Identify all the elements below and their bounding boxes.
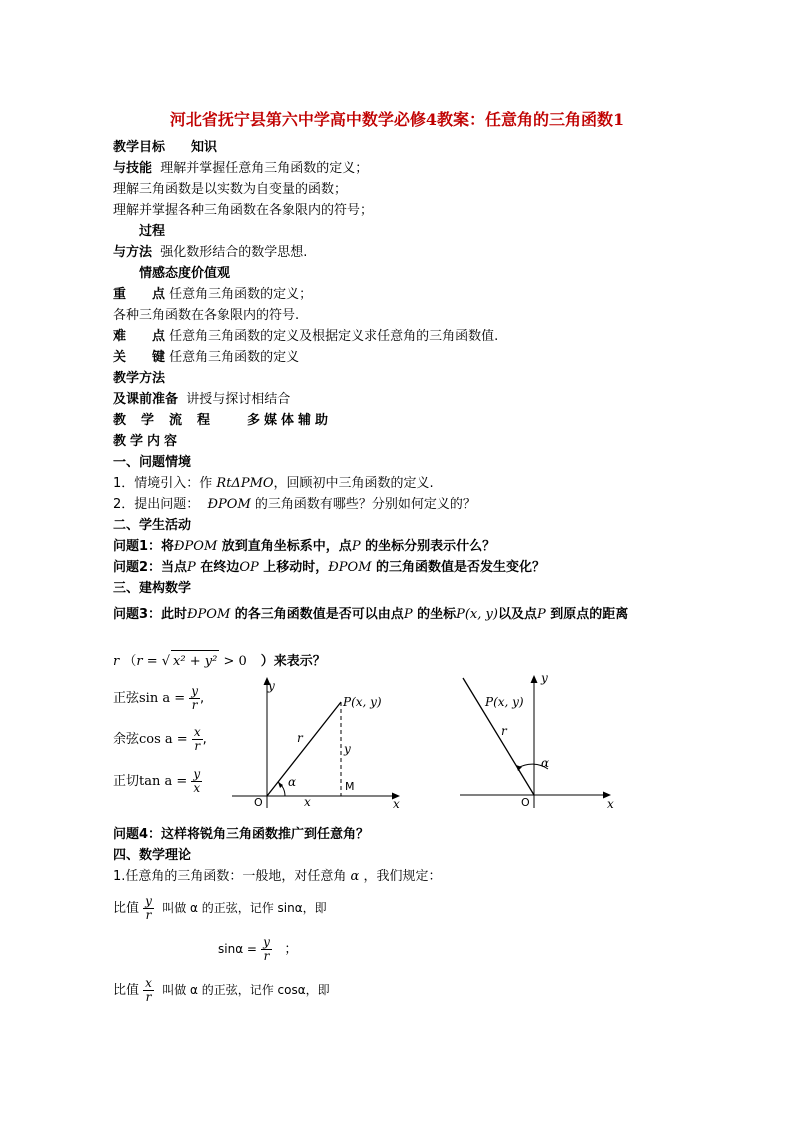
skill-item: 理解并掌握任意角三角函数的定义； xyxy=(160,161,369,176)
skill-item: 理解并掌握各种三角函数在各象限内的符号； xyxy=(113,203,374,218)
tangent-label: 正切 xyxy=(113,774,140,789)
sin-def-fraction xyxy=(261,936,272,963)
q2-a: 问题2：当点 xyxy=(113,560,188,575)
method-label: 与方法 xyxy=(113,245,153,260)
r-open-paren: （ xyxy=(123,654,137,669)
section4-heading: 四、数学理论 xyxy=(113,848,192,863)
q1-p: P xyxy=(351,539,361,554)
flow-label: 教 学 流 程 xyxy=(113,413,212,428)
ratio1-text: 叫做 α 的正弦，记作 sinα，即 xyxy=(162,901,327,915)
ratio1-fraction xyxy=(143,895,154,922)
q3-coord: P(x, y) xyxy=(456,607,498,622)
difficulty-line xyxy=(113,328,498,346)
r-radicand: x² + y² xyxy=(171,650,219,673)
sine-num: y xyxy=(191,684,199,698)
q3-b: 的各三角函数值是否可以由点 xyxy=(234,607,404,622)
ratio-sine-line xyxy=(113,893,327,924)
item2-math: ÐPOM xyxy=(207,497,251,512)
section3-heading: 三、建构数学 xyxy=(113,581,192,596)
process-label: 过程 xyxy=(139,224,166,239)
sin-def-num: y xyxy=(263,935,270,949)
tangent-formula xyxy=(113,767,202,797)
graph1-y-segment-label: y xyxy=(344,742,351,756)
r-close: ）来表示？ xyxy=(260,654,326,669)
q2-op: OP xyxy=(239,560,259,575)
key-point-text: 任意角三角函数的定义； xyxy=(169,287,313,302)
def-suffix: ，我们规定： xyxy=(363,869,442,884)
ratio2-num: x xyxy=(145,976,152,990)
content-label: 教学内容 xyxy=(113,434,182,449)
key-nan: 难 xyxy=(113,329,127,344)
q2-d: 的三角函数值是否发生变化？ xyxy=(376,560,546,575)
r-symbol: r xyxy=(113,654,120,669)
graph2-origin-label: O xyxy=(521,796,530,809)
crux-text: 任意角三角函数的定义 xyxy=(169,350,300,365)
section1-heading: 一、问题情境 xyxy=(113,455,192,470)
page-title: 河北省抚宁县第六中学高中数学必修4教案：任意角的三角函数1 xyxy=(169,110,625,129)
graph1-y-label: y xyxy=(268,679,275,693)
r-equals: r = xyxy=(136,654,158,669)
sine-fraction xyxy=(189,685,200,712)
ratio2-label: 比值 xyxy=(113,983,140,998)
graph1-x-segment-label: x xyxy=(304,795,311,809)
tangent-fraction xyxy=(191,768,202,795)
tangent-den: x xyxy=(193,781,201,795)
q3-p2: P xyxy=(536,607,546,622)
key-zhong: 重 xyxy=(113,287,127,302)
ratio1-den: r xyxy=(145,908,152,922)
graph2-point-label: P(x, y) xyxy=(485,695,524,709)
sin-def-end: ； xyxy=(284,942,298,957)
ratio-cosine-line xyxy=(113,975,330,1006)
q3-d: 以及点 xyxy=(497,607,537,622)
methods-heading: 教学方法 xyxy=(113,371,166,386)
sin-def-den: r xyxy=(263,949,270,963)
key-jian: 键 xyxy=(152,350,166,365)
method-line xyxy=(113,244,307,262)
item2-prefix: 2．提出问题： xyxy=(113,497,200,512)
q3-math: ÐPOM xyxy=(187,607,231,622)
goals-heading: 教学目标 xyxy=(113,140,166,155)
ratio2-den: r xyxy=(145,990,152,1004)
r-definition-line: r （r = √ x² + y² > 0 ）来表示？ xyxy=(113,650,326,673)
tangent-num: y xyxy=(193,767,201,781)
section1-item2 xyxy=(113,496,476,514)
graph1-m-label: M xyxy=(345,780,355,793)
sine-formula xyxy=(113,684,204,714)
graph2-x-label: x xyxy=(607,797,614,811)
r-greater: > 0 xyxy=(223,654,247,669)
graph1-point-label: P(x, y) xyxy=(343,695,382,709)
section1-item1 xyxy=(113,475,434,493)
skill-label: 与技能 xyxy=(113,161,153,176)
graph1-r-label: r xyxy=(297,731,303,745)
def-alpha: α xyxy=(350,869,360,884)
definition-line xyxy=(113,868,441,886)
knowledge-label: 知识 xyxy=(191,140,218,155)
q2-b: 在终边 xyxy=(200,560,240,575)
graph2-y-label: y xyxy=(541,671,548,685)
key-point-line xyxy=(113,286,312,304)
question-1 xyxy=(113,538,495,556)
prep-label: 及课前准备 xyxy=(113,392,179,407)
q2-c: 上移动时， xyxy=(263,560,329,575)
graph2-r-label: r xyxy=(501,724,507,738)
y-axis-arrow-icon xyxy=(531,675,538,683)
cosine-den: r xyxy=(194,739,201,753)
q2-math: ÐPOM xyxy=(328,560,372,575)
goals-line xyxy=(113,139,217,157)
ratio2-fraction xyxy=(143,977,154,1004)
acute-angle-graph xyxy=(230,668,410,813)
sine-den: r xyxy=(191,698,198,712)
flow-line xyxy=(113,412,332,430)
q1-c: 的坐标分别表示什么？ xyxy=(365,539,496,554)
q1-a: 问题1：将 xyxy=(113,539,175,554)
graph2-alpha-label: α xyxy=(541,756,550,770)
question-4: 问题4：这样将锐角三角函数推广到任意角？ xyxy=(113,827,370,842)
section2-heading: 二、学生活动 xyxy=(113,518,192,533)
q3-a: 问题3：此时 xyxy=(113,607,188,622)
ratio1-label: 比值 xyxy=(113,901,140,916)
cosine-label: 余弦 xyxy=(113,732,140,747)
sin-def-left: sinα = xyxy=(218,942,257,956)
sine-fn: sin a = xyxy=(139,691,186,706)
media-label: 多媒体辅助 xyxy=(247,413,333,428)
sine-comma: , xyxy=(200,691,205,706)
skill-item: 理解三角函数是以实数为自变量的函数； xyxy=(113,182,348,197)
cosine-fn: cos a = xyxy=(139,732,188,747)
cosine-num: x xyxy=(193,725,201,739)
emotion-label: 情感态度价值观 xyxy=(139,266,231,281)
cosine-formula xyxy=(113,725,207,755)
question-3 xyxy=(113,606,628,624)
q3-e: 到原点的距离 xyxy=(550,607,629,622)
graph1-origin-label: O xyxy=(254,796,263,809)
q2-p: P xyxy=(187,560,196,575)
key-dian: 点 xyxy=(152,287,166,302)
q3-c: 的坐标 xyxy=(417,607,457,622)
item1-prefix: 1．情境引入：作 xyxy=(113,476,213,491)
sine-label: 正弦 xyxy=(113,691,140,706)
ratio1-num: y xyxy=(145,894,152,908)
prep-text: 讲授与探讨相结合 xyxy=(186,392,291,407)
key-guan: 关 xyxy=(113,350,127,365)
cosine-comma: , xyxy=(202,732,207,747)
q1-b: 放到直角坐标系中，点 xyxy=(221,539,352,554)
sine-definition xyxy=(218,934,297,965)
item1-suffix: ，回顾初中三角函数的定义. xyxy=(273,476,434,491)
item2-suffix: 的三角函数有哪些？分别如何定义的？ xyxy=(254,497,476,512)
method-text: 强化数形结合的数学思想. xyxy=(160,245,308,260)
key-point-text-2: 各种三角函数在各象限内的符号. xyxy=(113,308,300,323)
skill-line xyxy=(113,160,368,178)
cosine-fraction xyxy=(192,726,203,753)
def-prefix: 1.任意角的三角函数：一般地，对任意角 xyxy=(113,869,347,884)
obtuse-angle-graph xyxy=(455,668,625,813)
ratio2-text: 叫做 α 的正弦，记作 cosα，即 xyxy=(162,983,330,997)
crux-line xyxy=(113,349,299,367)
prep-line xyxy=(113,391,290,409)
key-nan-dian: 点 xyxy=(152,329,166,344)
question-2 xyxy=(113,559,545,577)
difficulty-text: 任意角三角函数的定义及根据定义求任意角的三角函数值. xyxy=(169,329,499,344)
graph1-alpha-label: α xyxy=(288,775,297,789)
q3-p: P xyxy=(403,607,413,622)
item1-math: RtΔPMO xyxy=(216,476,274,491)
tangent-fn: tan a = xyxy=(139,774,188,789)
graph1-x-label: x xyxy=(393,797,400,811)
q1-math: ÐPOM xyxy=(174,539,218,554)
